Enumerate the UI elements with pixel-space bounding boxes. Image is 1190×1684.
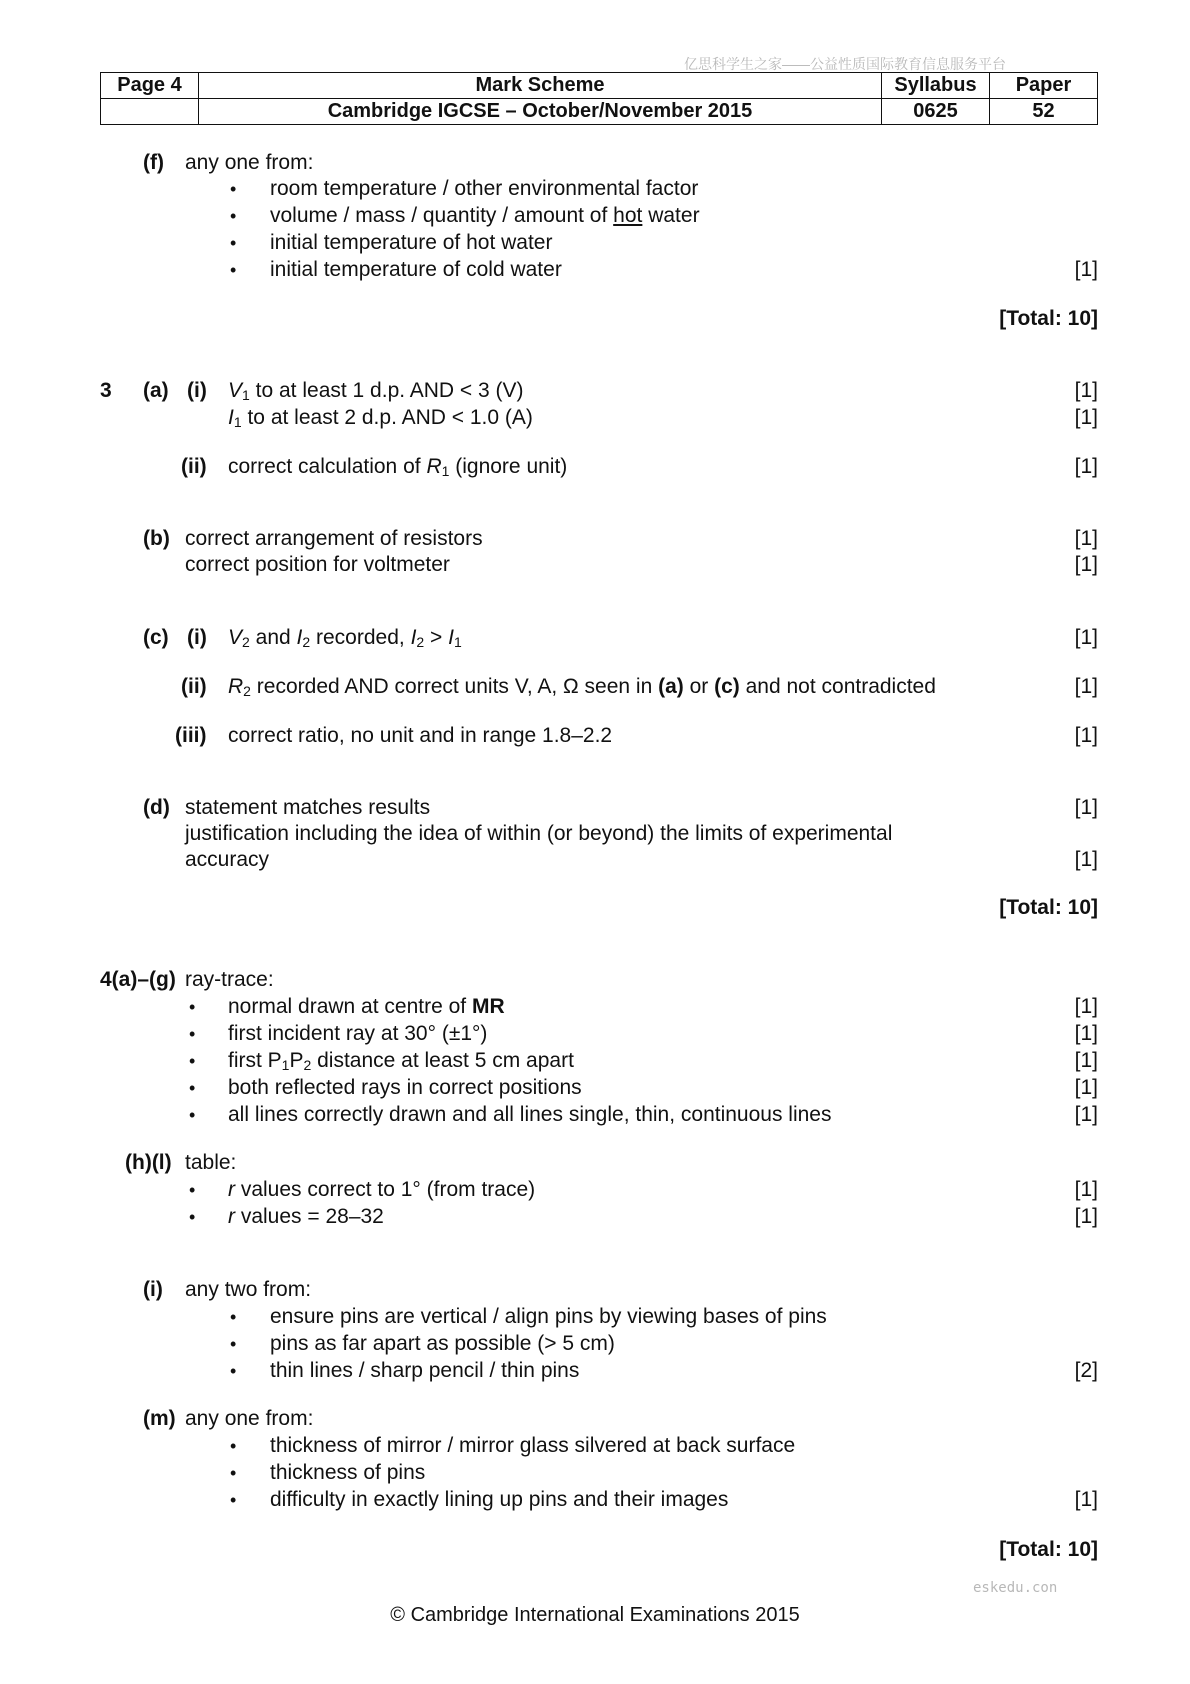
mark: [1] [1074,848,1098,871]
q4ag-item-1: normal drawn at centre of MR [228,995,505,1018]
q2f-intro: any one from: [185,151,314,174]
q4i-item-2: pins as far apart as possible (> 5 cm) [270,1332,615,1355]
bullet: • [230,1334,237,1354]
total: [Total: 10] [999,896,1098,919]
q3a-i-label: (i) [187,379,207,402]
bullet: • [189,1105,196,1125]
bullet: • [230,1490,237,1510]
q2f-item-3: initial temperature of hot water [270,231,553,254]
mark: [2] [1074,1359,1098,1382]
q3b-line1: correct arrangement of resistors [185,527,483,550]
q4ag-intro: ray-trace: [185,968,274,991]
mark: [1] [1074,1076,1098,1099]
mark: [1] [1074,1205,1098,1228]
q3c-ii-label: (ii) [181,675,207,698]
bullet: • [230,179,237,199]
q3c-i-label: (i) [187,626,207,649]
mark: [1] [1074,626,1098,649]
q3a-i-line1: $V_1$ to at least 1 d.p. AND < 3 (V) [228,379,524,403]
q2f-item-2: volume / mass / quantity / amount of hot water [270,204,700,227]
q3b-label: (b) [143,527,170,550]
bullet: • [189,1051,196,1071]
q4ag-label: 4(a)–(g) [100,968,176,991]
q3-number: 3 [100,379,112,402]
q2f-label: (f) [143,151,164,174]
header-paper: 52 [990,99,1098,125]
q3d-line3: accuracy [185,848,270,871]
q3a-i-line2: $I_1$ to at least 2 d.p. AND < 1.0 (A) [228,406,533,430]
q3b-line2: correct position for voltmeter [185,553,450,576]
q2f-item-4: initial temperature of cold water [270,258,562,281]
q4hl-item-1: r values correct to 1° (from trace) [228,1178,536,1201]
header-subtitle: Cambridge IGCSE – October/November 2015 [199,99,882,125]
mark: [1] [1074,406,1098,429]
q4m-item-1: thickness of mirror / mirror glass silvered at back surface [270,1434,796,1457]
total: [Total: 10] [999,1538,1098,1561]
header-syllabus: 0625 [882,99,990,125]
q4m-label: (m) [143,1407,176,1430]
q3c-i-text: $V_2$ and $I_2$ recorded, $I_2 > I_1$ [228,626,462,650]
q4ag-item-3: first $P_1P_2$ distance at least 5 cm apart [228,1049,574,1073]
mark: [1] [1074,995,1098,1018]
header-paper-label: Paper [990,73,1098,99]
bullet: • [230,1307,237,1327]
q3c-iii-label: (iii) [175,724,207,747]
q4i-item-1: ensure pins are vertical / align pins by viewing bases of pins [270,1305,827,1328]
bullet: • [230,1436,237,1456]
mark: [1] [1074,675,1098,698]
bullet: • [189,1078,196,1098]
mark: [1] [1074,258,1098,281]
q4ag-item-4: both reflected rays in correct positions [228,1076,582,1099]
q4hl-item-2: r values = 28–32 [228,1205,384,1228]
mark: [1] [1074,724,1098,747]
total: [Total: 10] [999,307,1098,330]
q3c-label: (c) [143,626,169,649]
q3d-line1: statement matches results [185,796,431,819]
bullet: • [230,260,237,280]
q4hl-label: (h)(l) [125,1151,172,1174]
header-empty-cell [101,99,199,125]
q3d-line2: justification including the idea of within (or beyond) the limits of experimental [185,822,893,845]
q4hl-intro: table: [185,1151,237,1174]
header-table [100,72,1098,125]
bullet: • [230,206,237,226]
header-page: Page 4 [101,73,199,99]
q4i-intro: any two from: [185,1278,312,1301]
q3a-ii-text: correct calculation of $R_1$ (ignore unit) [228,455,568,479]
mark: [1] [1074,553,1098,576]
q3a-ii-label: (ii) [181,455,207,478]
q2f-item-1: room temperature / other environmental factor [270,177,699,200]
q4m-item-2: thickness of pins [270,1461,426,1484]
q3c-iii-text: correct ratio, no unit and in range 1.8–2.2 [228,724,613,747]
q4i-label: (i) [143,1278,163,1301]
q3a-label: (a) [143,379,169,402]
q4i-item-3: thin lines / sharp pencil / thin pins [270,1359,580,1382]
watermark-top: 亿思科学生之家——公益性质国际教育信息服务平台 [684,56,1006,72]
header-syllabus-label: Syllabus [882,73,990,99]
bullet: • [230,233,237,253]
footer-copyright: © Cambridge International Examinations 2015 [390,1604,800,1626]
bullet: • [189,1024,196,1044]
q4ag-item-2: first incident ray at 30° (±1°) [228,1022,488,1045]
mark: [1] [1074,455,1098,478]
bullet: • [189,997,196,1017]
q3d-label: (d) [143,796,170,819]
bullet: • [189,1180,196,1200]
q4m-item-3: difficulty in exactly lining up pins and their images [270,1488,729,1511]
bullet: • [189,1207,196,1227]
watermark-bottom: eskedu.con [973,1580,1058,1596]
header-title: Mark Scheme [199,73,882,99]
mark: [1] [1074,796,1098,819]
mark: [1] [1074,1022,1098,1045]
q3c-ii-text: $R_2$ recorded AND correct units V, A, Ω seen in (a) or (c) and not contradicted [228,675,936,699]
mark: [1] [1074,1049,1098,1072]
mark: [1] [1074,1488,1098,1511]
bullet: • [230,1463,237,1483]
bullet: • [230,1361,237,1381]
q4m-intro: any one from: [185,1407,314,1430]
q4ag-item-5: all lines correctly drawn and all lines single, thin, continuous lines [228,1103,832,1126]
mark: [1] [1074,1103,1098,1126]
mark: [1] [1074,1178,1098,1201]
mark: [1] [1074,379,1098,402]
mark: [1] [1074,527,1098,550]
